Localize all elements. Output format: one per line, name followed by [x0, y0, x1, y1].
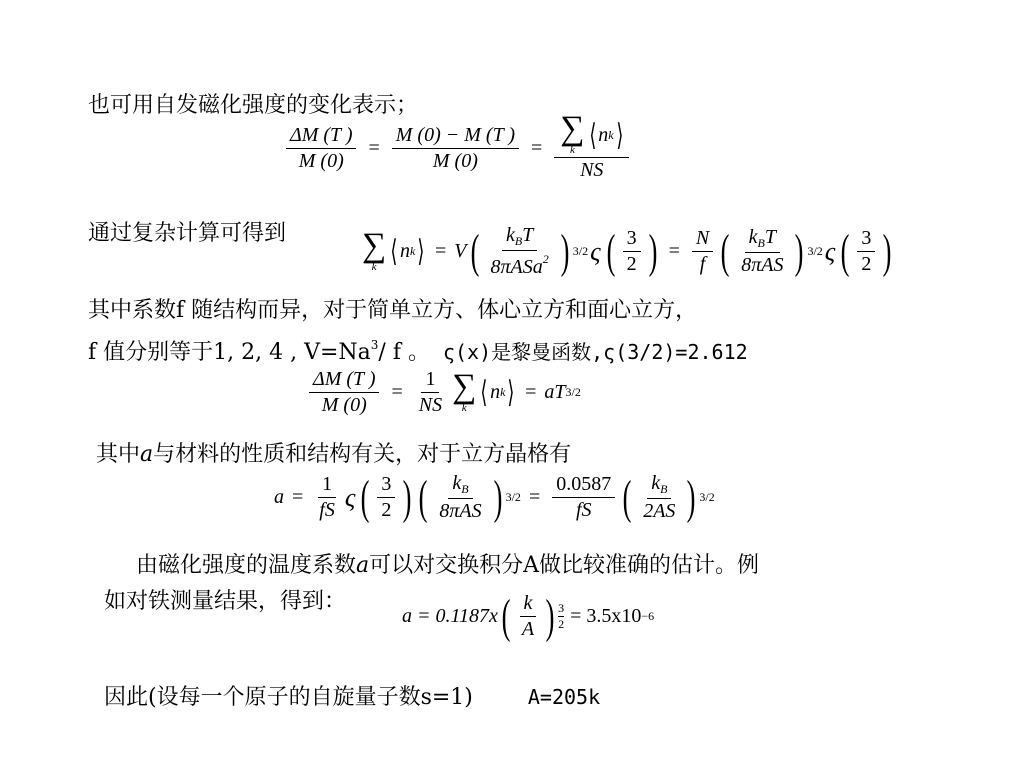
result-value: A=205k	[527, 685, 601, 709]
estimate-line: 由磁化强度的温度系数a可以对交换积分A做比较准确的估计。例	[136, 553, 760, 578]
eq1-mid-denominator: M (0)	[432, 149, 478, 172]
lattice-line: 其中a与材料的性质和结构有关，对于立方晶格有	[96, 442, 572, 467]
f-values-text: f 值分别等于1, 2, 4 , V=Na	[88, 340, 371, 365]
zeta-definition: ς(x)是黎曼函数,ς(3/2)=2.612	[442, 340, 748, 364]
sum-symbol: ∑ k	[452, 367, 477, 414]
zeta-symbol: ς	[344, 482, 356, 512]
eq1-lhs-denominator: M (0)	[298, 149, 344, 172]
sum-symbol: ∑ k	[560, 110, 585, 156]
intro-line: 也可用自发磁化强度的变化表示；	[88, 93, 419, 118]
calc-line: 通过复杂计算可得到	[88, 221, 287, 246]
eq1-rhs-fraction: ∑ k ⟨ n k ⟩ NS	[554, 114, 629, 182]
equation-3: $\frac{\Delta M (T )}{M (0)}$ = $\frac{1}{NS}$ ∑ k ⟨ n k ⟩ = aT 3/2	[305, 368, 581, 417]
equation-2: ∑ k ⟨ n k ⟩ = V ( $\frac{k_BT}{8\pi ASa^2}$ ) 3/2 ς ( $\frac{3}{2}$ ) = $\frac{N}{f}$ ( $\frac{k_BT}{\text{8πAS}}$ ) 3/2 ς ( $\frac{3}{2}$ )	[362, 224, 892, 278]
zeta-symbol: ς	[590, 236, 601, 266]
eq1-lhs-numerator: ΔM (T )	[286, 124, 356, 149]
eq1-mid-numerator: M (0) − M (T )	[392, 124, 519, 149]
f-values-exponent: 3	[370, 338, 379, 352]
equation-4: a = $\frac{1}{fS}$ ς ( $\frac{3}{2}$ ) ( $\frac{k_B}{\text{8πAS}}$ ) 3/2 = $\frac{0.0587}{fS}$ ( $\frac{k_B}{2AS}$ ) 3/2	[274, 470, 715, 524]
eq1-rhs-denominator: NS	[580, 159, 604, 181]
iron-line: 如对铁测量结果，得到：	[104, 589, 347, 614]
conclusion-line: 因此(设每一个原子的自旋量子数s=1) A=205k	[104, 685, 601, 710]
zeta-symbol: ς	[824, 236, 836, 266]
equation-5: a = 0.1187x ( $\frac{k}{A}$ ) $\frac{3}{2}$ = 3.5x10 −6	[402, 589, 655, 643]
f-values-line	[88, 335, 748, 366]
f-values-text-end: / f 。	[378, 340, 430, 365]
eq1-mid-fraction	[392, 124, 519, 173]
eq1-lhs-fraction	[286, 124, 356, 173]
equation-1: $\frac{\Delta M (T )}{M (0)}$ = $\frac{M (0) - M (T )}{M (0)}$ = ∑ k ⟨ n k ⟩ NS	[282, 114, 633, 182]
coefficient-line: 其中系数f 随结构而异，对于简单立方、体心立方和面心立方，	[88, 298, 698, 323]
sum-symbol: ∑ k	[362, 226, 387, 273]
